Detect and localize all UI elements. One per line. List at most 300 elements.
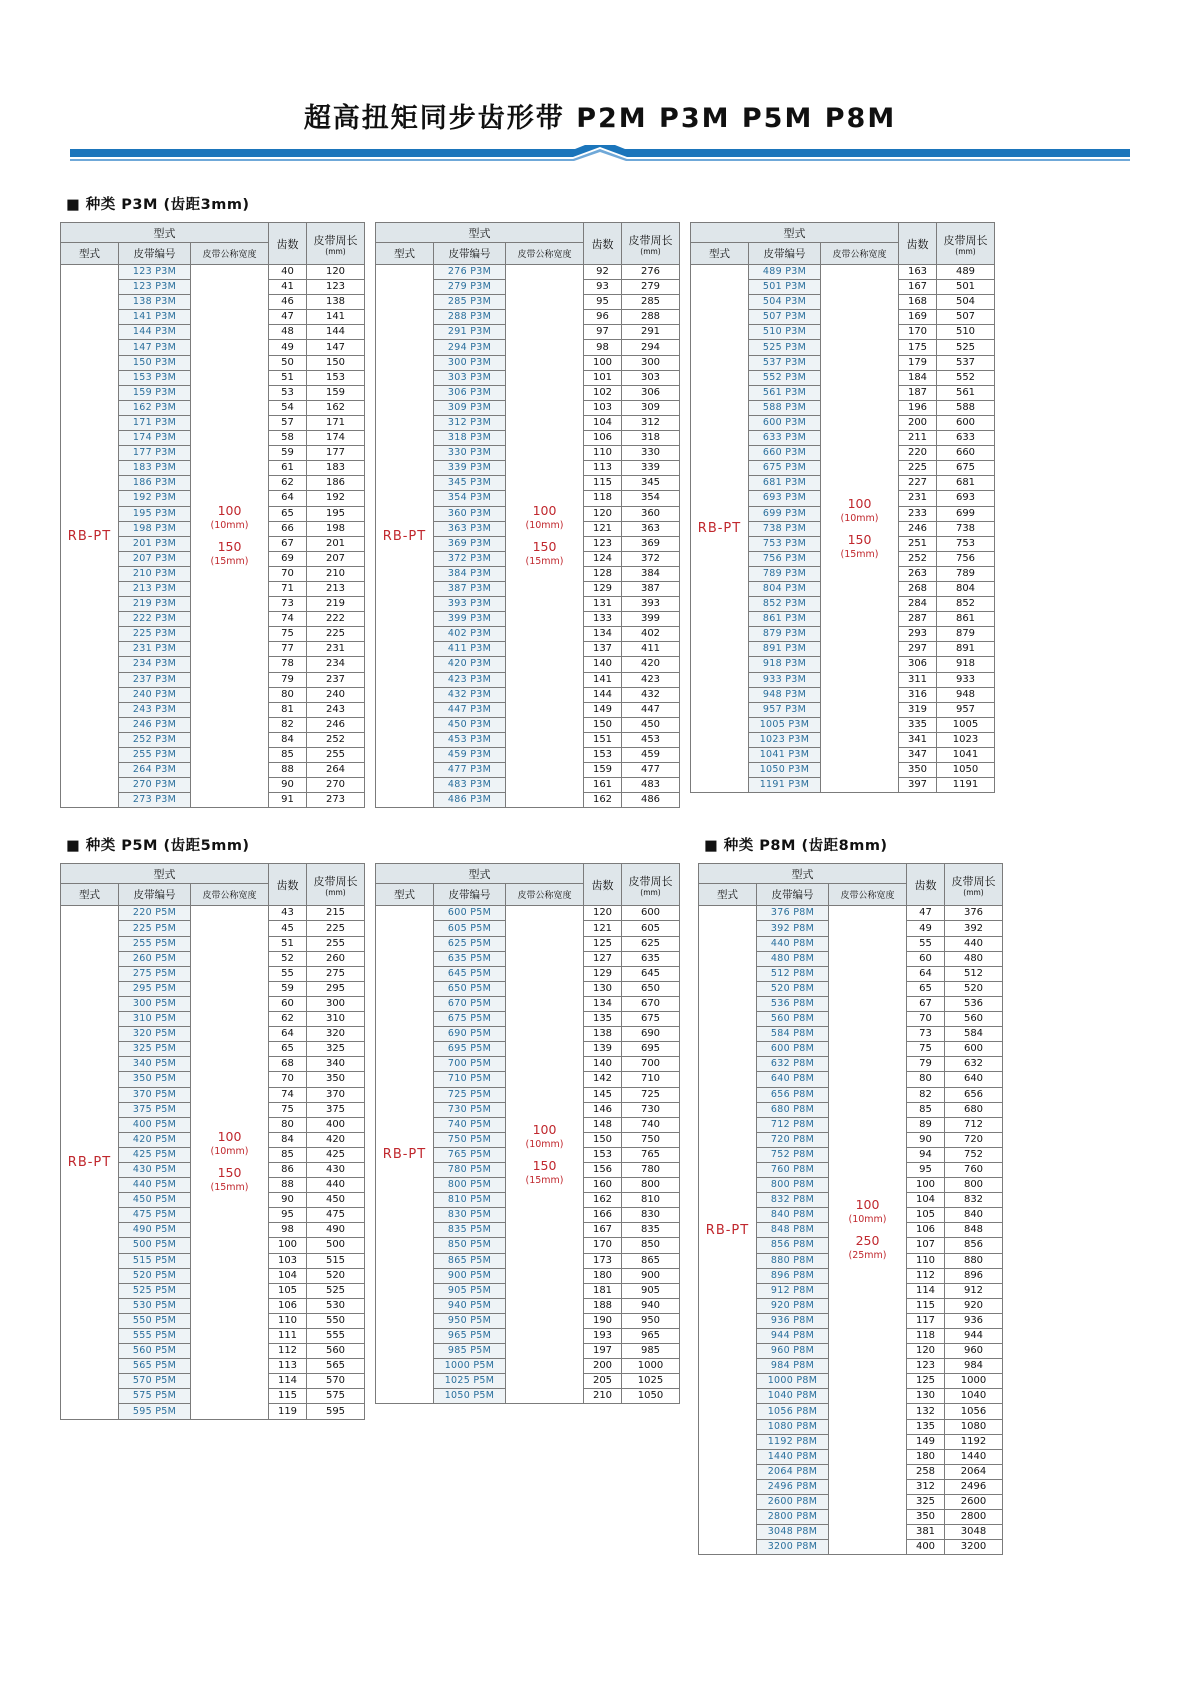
- belt-length-cell: 555: [307, 1329, 365, 1344]
- belt-length-cell: 750: [622, 1132, 680, 1147]
- teeth-count-cell: 59: [269, 446, 307, 461]
- belt-length-cell: 640: [945, 1072, 1003, 1087]
- belt-code-cell: 656 P8M: [757, 1087, 829, 1102]
- header-length: 皮带周长 (mm): [945, 864, 1003, 906]
- table-row: [376, 265, 680, 280]
- belt-code-cell: 183 P3M: [119, 461, 191, 476]
- belt-length-cell: 515: [307, 1253, 365, 1268]
- belt-length-cell: 507: [937, 310, 995, 325]
- belt-code-cell: 303 P3M: [434, 370, 506, 385]
- teeth-count-cell: 135: [584, 1012, 622, 1027]
- belt-length-cell: 309: [622, 400, 680, 415]
- teeth-count-cell: 77: [269, 642, 307, 657]
- belt-length-cell: 920: [945, 1298, 1003, 1313]
- header-length: 皮带周长 (mm): [622, 223, 680, 265]
- teeth-count-cell: 135: [907, 1419, 945, 1434]
- belt-length-cell: 159: [307, 385, 365, 400]
- belt-code-cell: 840 P8M: [757, 1208, 829, 1223]
- teeth-count-cell: 66: [269, 521, 307, 536]
- belt-length-cell: 318: [622, 431, 680, 446]
- belt-length-cell: 537: [937, 355, 995, 370]
- teeth-count-cell: 149: [584, 702, 622, 717]
- teeth-count-cell: 170: [584, 1238, 622, 1253]
- belt-length-cell: 633: [937, 431, 995, 446]
- brand-cell: RB-PT: [61, 906, 119, 1419]
- belt-length-cell: 123: [307, 280, 365, 295]
- teeth-count-cell: 69: [269, 551, 307, 566]
- belt-length-cell: 905: [622, 1283, 680, 1298]
- teeth-count-cell: 120: [907, 1344, 945, 1359]
- belt-length-cell: 440: [307, 1178, 365, 1193]
- belt-length-cell: 483: [622, 778, 680, 793]
- belt-length-cell: 525: [937, 340, 995, 355]
- belt-code-cell: 213 P3M: [119, 581, 191, 596]
- belt-code-cell: 354 P3M: [434, 491, 506, 506]
- belt-length-cell: 984: [945, 1359, 1003, 1374]
- belt-code-cell: 420 P5M: [119, 1132, 191, 1147]
- teeth-count-cell: 106: [584, 431, 622, 446]
- belt-code-cell: 450 P5M: [119, 1193, 191, 1208]
- spec-table: [375, 222, 680, 808]
- teeth-count-cell: 325: [907, 1495, 945, 1510]
- teeth-count-cell: 220: [899, 446, 937, 461]
- belt-code-cell: 1025 P5M: [434, 1374, 506, 1389]
- teeth-count-cell: 125: [584, 936, 622, 951]
- belt-length-cell: 354: [622, 491, 680, 506]
- header-group-label: 型式: [61, 864, 269, 884]
- belt-code-cell: 810 P5M: [434, 1193, 506, 1208]
- belt-code-cell: 369 P3M: [434, 536, 506, 551]
- teeth-count-cell: 134: [584, 996, 622, 1011]
- belt-code-cell: 1440 P8M: [757, 1449, 829, 1464]
- teeth-count-cell: 43: [269, 906, 307, 921]
- belt-length-cell: 1023: [937, 732, 995, 747]
- belt-code-cell: 552 P3M: [749, 370, 821, 385]
- header-width: 皮带公称宽度: [191, 243, 269, 265]
- belt-length-cell: 252: [307, 732, 365, 747]
- belt-code-cell: 300 P5M: [119, 996, 191, 1011]
- belt-length-cell: 525: [307, 1283, 365, 1298]
- teeth-count-cell: 104: [907, 1193, 945, 1208]
- table-row: [376, 906, 680, 921]
- belt-code-cell: 765 P5M: [434, 1147, 506, 1162]
- belt-length-cell: 144: [307, 325, 365, 340]
- belt-code-cell: 699 P3M: [749, 506, 821, 521]
- teeth-count-cell: 129: [584, 966, 622, 981]
- header-code: 皮带编号: [119, 884, 191, 906]
- belt-code-cell: 575 P5M: [119, 1389, 191, 1404]
- belt-length-cell: 520: [945, 981, 1003, 996]
- belt-length-cell: 950: [622, 1313, 680, 1328]
- belt-length-cell: 765: [622, 1147, 680, 1162]
- teeth-count-cell: 400: [907, 1540, 945, 1555]
- belt-code-cell: 225 P3M: [119, 627, 191, 642]
- belt-length-cell: 700: [622, 1057, 680, 1072]
- teeth-count-cell: 161: [584, 778, 622, 793]
- header-type: 型式: [61, 243, 119, 265]
- belt-length-cell: 294: [622, 340, 680, 355]
- belt-code-cell: 804 P3M: [749, 581, 821, 596]
- teeth-count-cell: 268: [899, 581, 937, 596]
- belt-code-cell: 255 P5M: [119, 936, 191, 951]
- belt-code-cell: 222 P3M: [119, 612, 191, 627]
- belt-code-cell: 515 P5M: [119, 1253, 191, 1268]
- teeth-count-cell: 79: [907, 1057, 945, 1072]
- belt-length-cell: 430: [307, 1162, 365, 1177]
- belt-code-cell: 948 P3M: [749, 687, 821, 702]
- belt-code-cell: 880 P8M: [757, 1253, 829, 1268]
- belt-code-cell: 150 P3M: [119, 355, 191, 370]
- belt-length-cell: 730: [622, 1102, 680, 1117]
- document-header: [50, 0, 1150, 167]
- belt-length-cell: 570: [307, 1374, 365, 1389]
- belt-width-cell: 100 (10mm) 150 (15mm): [506, 265, 584, 808]
- belt-code-cell: 507 P3M: [749, 310, 821, 325]
- belt-code-cell: 2800 P8M: [757, 1510, 829, 1525]
- belt-code-cell: 279 P3M: [434, 280, 506, 295]
- belt-code-cell: 530 P5M: [119, 1298, 191, 1313]
- belt-length-cell: 1056: [945, 1404, 1003, 1419]
- belt-code-cell: 700 P5M: [434, 1057, 506, 1072]
- belt-length-cell: 225: [307, 627, 365, 642]
- belt-code-cell: 1050 P5M: [434, 1389, 506, 1404]
- teeth-count-cell: 341: [899, 732, 937, 747]
- belt-length-cell: 210: [307, 566, 365, 581]
- belt-code-cell: 123 P3M: [119, 265, 191, 280]
- belt-length-cell: 912: [945, 1283, 1003, 1298]
- teeth-count-cell: 102: [584, 385, 622, 400]
- belt-length-cell: 273: [307, 793, 365, 808]
- belt-code-cell: 318 P3M: [434, 431, 506, 446]
- teeth-count-cell: 70: [269, 566, 307, 581]
- belt-length-cell: 219: [307, 597, 365, 612]
- belt-code-cell: 933 P3M: [749, 672, 821, 687]
- belt-code-cell: 399 P3M: [434, 612, 506, 627]
- belt-code-cell: 760 P8M: [757, 1162, 829, 1177]
- belt-code-cell: 1192 P8M: [757, 1434, 829, 1449]
- teeth-count-cell: 121: [584, 521, 622, 536]
- belt-code-cell: 1040 P8M: [757, 1389, 829, 1404]
- belt-code-cell: 1023 P3M: [749, 732, 821, 747]
- belt-length-cell: 1080: [945, 1419, 1003, 1434]
- belt-code-cell: 210 P3M: [119, 566, 191, 581]
- belt-length-cell: 852: [937, 597, 995, 612]
- belt-length-cell: 320: [307, 1027, 365, 1042]
- teeth-count-cell: 51: [269, 370, 307, 385]
- belt-length-cell: 960: [945, 1344, 1003, 1359]
- belt-length-cell: 440: [945, 936, 1003, 951]
- teeth-count-cell: 115: [269, 1389, 307, 1404]
- belt-length-cell: 936: [945, 1313, 1003, 1328]
- teeth-count-cell: 141: [584, 672, 622, 687]
- header-code: 皮带编号: [757, 884, 829, 906]
- belt-code-cell: 174 P3M: [119, 431, 191, 446]
- belt-length-cell: 1025: [622, 1374, 680, 1389]
- teeth-count-cell: 113: [584, 461, 622, 476]
- belt-length-cell: 303: [622, 370, 680, 385]
- teeth-count-cell: 162: [584, 793, 622, 808]
- header-code: 皮带编号: [434, 243, 506, 265]
- belt-code-cell: 537 P3M: [749, 355, 821, 370]
- belt-code-cell: 984 P8M: [757, 1359, 829, 1374]
- teeth-count-cell: 167: [899, 280, 937, 295]
- belt-length-cell: 192: [307, 491, 365, 506]
- belt-length-cell: 345: [622, 476, 680, 491]
- belt-length-cell: 480: [945, 951, 1003, 966]
- belt-width-cell: 100 (10mm) 150 (15mm): [191, 265, 269, 808]
- belt-length-cell: 584: [945, 1027, 1003, 1042]
- teeth-count-cell: 397: [899, 778, 937, 793]
- belt-code-cell: 153 P3M: [119, 370, 191, 385]
- belt-length-cell: 725: [622, 1087, 680, 1102]
- belt-code-cell: 310 P5M: [119, 1012, 191, 1027]
- teeth-count-cell: 52: [269, 951, 307, 966]
- table-row: [691, 265, 995, 280]
- belt-code-cell: 453 P3M: [434, 732, 506, 747]
- belt-length-cell: 198: [307, 521, 365, 536]
- belt-code-cell: 896 P8M: [757, 1268, 829, 1283]
- teeth-count-cell: 173: [584, 1253, 622, 1268]
- teeth-count-cell: 312: [907, 1479, 945, 1494]
- teeth-count-cell: 84: [269, 1132, 307, 1147]
- belt-code-cell: 800 P5M: [434, 1178, 506, 1193]
- belt-length-cell: 291: [622, 325, 680, 340]
- teeth-count-cell: 114: [907, 1283, 945, 1298]
- teeth-count-cell: 95: [907, 1162, 945, 1177]
- belt-length-cell: 625: [622, 936, 680, 951]
- teeth-count-cell: 80: [907, 1072, 945, 1087]
- belt-code-cell: 432 P3M: [434, 687, 506, 702]
- belt-code-cell: 340 P5M: [119, 1057, 191, 1072]
- belt-code-cell: 447 P3M: [434, 702, 506, 717]
- belt-code-cell: 588 P3M: [749, 400, 821, 415]
- teeth-count-cell: 47: [907, 906, 945, 921]
- belt-length-cell: 360: [622, 506, 680, 521]
- teeth-count-cell: 59: [269, 981, 307, 996]
- teeth-count-cell: 94: [907, 1147, 945, 1162]
- teeth-count-cell: 80: [269, 687, 307, 702]
- belt-length-cell: 339: [622, 461, 680, 476]
- belt-code-cell: 477 P3M: [434, 763, 506, 778]
- belt-code-cell: 2064 P8M: [757, 1464, 829, 1479]
- section-heading: ■ 种类 P3M (齿距3mm): [66, 197, 250, 213]
- belt-length-cell: 588: [937, 400, 995, 415]
- belt-code-cell: 525 P5M: [119, 1283, 191, 1298]
- belt-length-cell: 965: [622, 1329, 680, 1344]
- belt-code-cell: 360 P3M: [434, 506, 506, 521]
- header-length: 皮带周长 (mm): [307, 864, 365, 906]
- teeth-count-cell: 100: [269, 1238, 307, 1253]
- teeth-count-cell: 118: [584, 491, 622, 506]
- teeth-count-cell: 120: [584, 506, 622, 521]
- teeth-count-cell: 119: [269, 1404, 307, 1419]
- belt-code-cell: 288 P3M: [434, 310, 506, 325]
- belt-code-cell: 330 P3M: [434, 446, 506, 461]
- belt-width-cell: 100 (10mm) 150 (15mm): [506, 906, 584, 1404]
- teeth-count-cell: 82: [269, 717, 307, 732]
- spec-section: [60, 834, 680, 1419]
- belt-length-cell: 738: [937, 521, 995, 536]
- teeth-count-cell: 110: [907, 1253, 945, 1268]
- belt-code-cell: 363 P3M: [434, 521, 506, 536]
- teeth-count-cell: 146: [584, 1102, 622, 1117]
- teeth-count-cell: 196: [899, 400, 937, 415]
- header-width: 皮带公称宽度: [506, 243, 584, 265]
- brand-cell: RB-PT: [61, 265, 119, 808]
- belt-length-cell: 560: [945, 1012, 1003, 1027]
- belt-code-cell: 147 P3M: [119, 340, 191, 355]
- brand-cell: RB-PT: [376, 265, 434, 808]
- spec-table: [690, 222, 995, 793]
- belt-code-cell: 252 P3M: [119, 732, 191, 747]
- teeth-count-cell: 93: [584, 280, 622, 295]
- belt-code-cell: 384 P3M: [434, 566, 506, 581]
- belt-code-cell: 832 P8M: [757, 1193, 829, 1208]
- teeth-count-cell: 117: [907, 1313, 945, 1328]
- table-group: [60, 222, 1140, 808]
- teeth-count-cell: 148: [584, 1117, 622, 1132]
- belt-length-cell: 595: [307, 1404, 365, 1419]
- teeth-count-cell: 68: [269, 1057, 307, 1072]
- teeth-count-cell: 80: [269, 1117, 307, 1132]
- belt-code-cell: 192 P3M: [119, 491, 191, 506]
- belt-code-cell: 600 P5M: [434, 906, 506, 921]
- belt-length-cell: 285: [622, 295, 680, 310]
- teeth-count-cell: 64: [907, 966, 945, 981]
- teeth-count-cell: 95: [584, 295, 622, 310]
- teeth-count-cell: 65: [269, 506, 307, 521]
- belt-length-cell: 635: [622, 951, 680, 966]
- belt-code-cell: 387 P3M: [434, 581, 506, 596]
- teeth-count-cell: 138: [584, 1027, 622, 1042]
- belt-length-cell: 450: [622, 717, 680, 732]
- teeth-count-cell: 98: [269, 1223, 307, 1238]
- teeth-count-cell: 150: [584, 1132, 622, 1147]
- belt-code-cell: 376 P8M: [757, 906, 829, 921]
- belt-length-cell: 896: [945, 1268, 1003, 1283]
- teeth-count-cell: 115: [907, 1298, 945, 1313]
- belt-code-cell: 237 P3M: [119, 672, 191, 687]
- belt-code-cell: 309 P3M: [434, 400, 506, 415]
- belt-code-cell: 800 P8M: [757, 1178, 829, 1193]
- belt-code-cell: 565 P5M: [119, 1359, 191, 1374]
- belt-length-cell: 856: [945, 1238, 1003, 1253]
- teeth-count-cell: 55: [269, 966, 307, 981]
- teeth-count-cell: 105: [907, 1208, 945, 1223]
- teeth-count-cell: 101: [584, 370, 622, 385]
- teeth-count-cell: 162: [584, 1193, 622, 1208]
- belt-code-cell: 940 P5M: [434, 1298, 506, 1313]
- belt-length-cell: 985: [622, 1344, 680, 1359]
- belt-length-cell: 835: [622, 1223, 680, 1238]
- belt-code-cell: 159 P3M: [119, 385, 191, 400]
- teeth-count-cell: 156: [584, 1162, 622, 1177]
- belt-width-cell: 100 (10mm) 150 (15mm): [191, 906, 269, 1419]
- belt-length-cell: 231: [307, 642, 365, 657]
- belt-length-cell: 530: [307, 1298, 365, 1313]
- belt-length-cell: 940: [622, 1298, 680, 1313]
- belt-length-cell: 213: [307, 581, 365, 596]
- belt-code-cell: 584 P8M: [757, 1027, 829, 1042]
- belt-length-cell: 756: [937, 551, 995, 566]
- belt-length-cell: 891: [937, 642, 995, 657]
- header-teeth: 齿数: [584, 223, 622, 265]
- table-row: [61, 265, 365, 280]
- teeth-count-cell: 205: [584, 1374, 622, 1389]
- belt-code-cell: 234 P3M: [119, 657, 191, 672]
- belt-length-cell: 3200: [945, 1540, 1003, 1555]
- teeth-count-cell: 210: [584, 1389, 622, 1404]
- spec-table: [375, 863, 680, 1404]
- belt-length-cell: 1041: [937, 748, 995, 763]
- belt-length-cell: 690: [622, 1027, 680, 1042]
- teeth-count-cell: 105: [269, 1283, 307, 1298]
- belt-code-cell: 720 P8M: [757, 1132, 829, 1147]
- header-teeth: 齿数: [907, 864, 945, 906]
- belt-length-cell: 1040: [945, 1389, 1003, 1404]
- belt-code-cell: 570 P5M: [119, 1374, 191, 1389]
- teeth-count-cell: 128: [584, 566, 622, 581]
- belt-length-cell: 752: [945, 1147, 1003, 1162]
- teeth-count-cell: 67: [269, 536, 307, 551]
- belt-code-cell: 425 P5M: [119, 1147, 191, 1162]
- teeth-count-cell: 139: [584, 1042, 622, 1057]
- belt-code-cell: 520 P8M: [757, 981, 829, 996]
- teeth-count-cell: 96: [584, 310, 622, 325]
- belt-code-cell: 171 P3M: [119, 415, 191, 430]
- spec-table: [60, 222, 365, 808]
- belt-length-cell: 288: [622, 310, 680, 325]
- belt-length-cell: 575: [307, 1389, 365, 1404]
- teeth-count-cell: 78: [269, 657, 307, 672]
- belt-length-cell: 1192: [945, 1434, 1003, 1449]
- teeth-count-cell: 381: [907, 1525, 945, 1540]
- teeth-count-cell: 225: [899, 461, 937, 476]
- belt-code-cell: 512 P8M: [757, 966, 829, 981]
- teeth-count-cell: 75: [269, 627, 307, 642]
- belt-length-cell: 712: [945, 1117, 1003, 1132]
- belt-length-cell: 490: [307, 1223, 365, 1238]
- teeth-count-cell: 60: [907, 951, 945, 966]
- belt-length-cell: 310: [307, 1012, 365, 1027]
- belt-length-cell: 933: [937, 672, 995, 687]
- teeth-count-cell: 79: [269, 672, 307, 687]
- teeth-count-cell: 252: [899, 551, 937, 566]
- teeth-count-cell: 335: [899, 717, 937, 732]
- belt-code-cell: 918 P3M: [749, 657, 821, 672]
- belt-length-cell: 370: [307, 1087, 365, 1102]
- belt-length-cell: 605: [622, 921, 680, 936]
- teeth-count-cell: 51: [269, 936, 307, 951]
- belt-length-cell: 830: [622, 1208, 680, 1223]
- table-group: [698, 863, 1003, 1555]
- page-title: 超高扭矩同步齿形带 P2M P3M P5M P8M: [303, 103, 897, 134]
- teeth-count-cell: 168: [899, 295, 937, 310]
- teeth-count-cell: 153: [584, 1147, 622, 1162]
- teeth-count-cell: 81: [269, 702, 307, 717]
- belt-code-cell: 198 P3M: [119, 521, 191, 536]
- belt-code-cell: 392 P8M: [757, 921, 829, 936]
- belt-code-cell: 504 P3M: [749, 295, 821, 310]
- teeth-count-cell: 316: [899, 687, 937, 702]
- belt-length-cell: 1050: [622, 1389, 680, 1404]
- belt-code-cell: 306 P3M: [434, 385, 506, 400]
- teeth-count-cell: 121: [584, 921, 622, 936]
- belt-length-cell: 300: [622, 355, 680, 370]
- teeth-count-cell: 57: [269, 415, 307, 430]
- belt-length-cell: 948: [937, 687, 995, 702]
- belt-code-cell: 246 P3M: [119, 717, 191, 732]
